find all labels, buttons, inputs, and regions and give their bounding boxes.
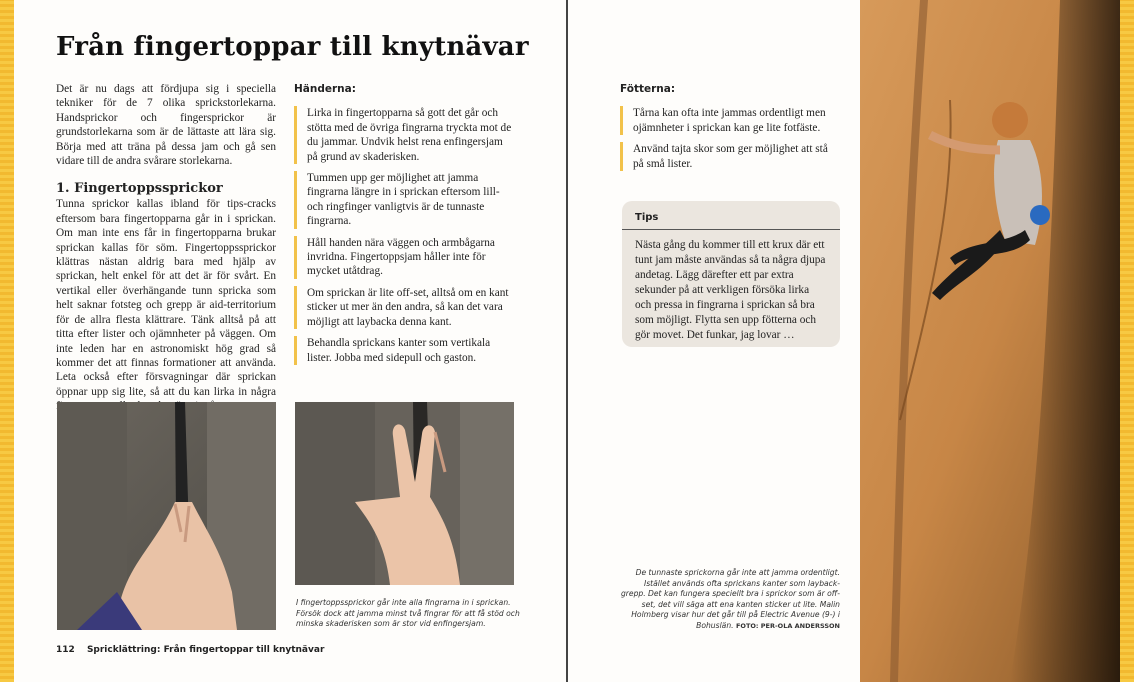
tips-box [622,201,840,347]
page-number: 112 [56,645,75,655]
section-heading: 1. Fingertoppssprickor [56,181,223,197]
feet-bullet: Använd tajta skor som ger möjlighet att stå på små lister. [620,142,838,171]
left-edge-stripe [0,0,14,682]
hands-bullet: Håll handen nära väggen och armbågarna invridna. Fingertoppsjam håller inte för mycket utåtdrag. [294,236,514,279]
hands-bullet: Lirka in fingertopparna så gott det går och stötta med de övriga fingrarna tryckta mot de du jammar. Undvik helst rena enfingersjam på grund av skaderisken. [294,106,514,164]
tips-body: Nästa gång du kommer till ett krux där ett tunt jam måste användas så ta några djupa andetag. Lägg därefter ett par extra sekunder på att verkligen försöka lirka och pressa in fingrarna i sprickan så bra som möjligt. Flytta sen upp fötterna och gör movet. Det funkar, jag lovar … [635,239,826,341]
hand-photo-2 [295,402,514,585]
hands-column [294,82,514,372]
photo-credit: FOTO: PER-OLA ANDERSSON [735,621,840,630]
hands-bullet: Om sprickan är lite off-set, alltså om en kant sticker ut mer än den andra, så kan det vara möjligt att laybacka denna kant. [294,286,514,329]
feet-label: Fötterna: [620,83,676,95]
left-photo-caption: I fingertoppssprickor går inte alla fingrarna in i sprickan. Försök dock att jamma minst två fingrar för att få stöd och minska skaderisken som är stor vid enfingersjam. [296,598,520,628]
intro-paragraph: Det är nu dags att fördjupa sig i speciella tekniker för de 7 olika sprickstorlekarna. Handsprickor och fingersprickor är grundstorlekarna som är de lättaste att lära sig. Börja med att träna på dessa jam och gå sen vidare till de andra svårare storlekarna. [56,83,276,168]
feet-bullet: Tårna kan ofta inte jammas ordentligt men ojämnheter i sprickan kan ge lite fotfäste. [620,106,838,135]
hand-photo-1 [57,402,276,630]
running-title: Spricklättring: Från fingertoppar till knytnävar [86,645,325,655]
tips-heading: Tips [622,201,840,230]
hands-bullet: Tummen upp ger möjlighet att jamma fingrarna längre in i sprickan eftersom lill- och ringfinger vanligtvis är de tunnaste fingrarna. [294,171,514,229]
climber-photo [860,0,1120,682]
right-photo-caption [620,568,840,631]
page-title: Från fingertoppar till knytnävar [56,32,529,62]
feet-column [620,82,838,178]
right-caption-text: De tunnaste sprickorna går inte att jamma ordentligt. Istället används ofta sprickans kanter som layback-grepp. Det kan fungera speciellt bra i sprickor som är off-set, det vill säga att ena kanten sticker ut lite. Malin Holmberg visar hur det går till på Electric Avenue (9-) i Bohuslän. [620,568,840,630]
page-footer [56,645,324,655]
right-edge-stripe [1120,0,1134,682]
section-body: Tunna sprickor kallas ibland för tips-cracks eftersom bara fingertopparna går in i sprickan. Om man inte ens får in fingertopparna brukar sprickan kallas för söm. Fingertoppssprickor klättras nästan aldrig bara med hjälp av sprickan, helt enkel för att det är för svårt. En vertikal eller överhängande tunn spricka som helt saknar fotsteg och grepp är aid-territorium för de allra flesta klättrare. Tänk alltså på att titta efter lister och ojämnheter på väggen. Om inte leden har en astronomiskt hög grad så kommer det att finnas formationer att använda. Leta också efter försvagningar där sprickan öppnar upp sig lite, så att du kan lirka in några [56,198,276,398]
left-page [14,0,566,682]
main-text-column [56,82,276,414]
hands-label: Händerna: [294,83,356,95]
hands-bullet: Behandla sprickans kanter som vertikala lister. Jobba med sidepull och gaston. [294,336,514,365]
